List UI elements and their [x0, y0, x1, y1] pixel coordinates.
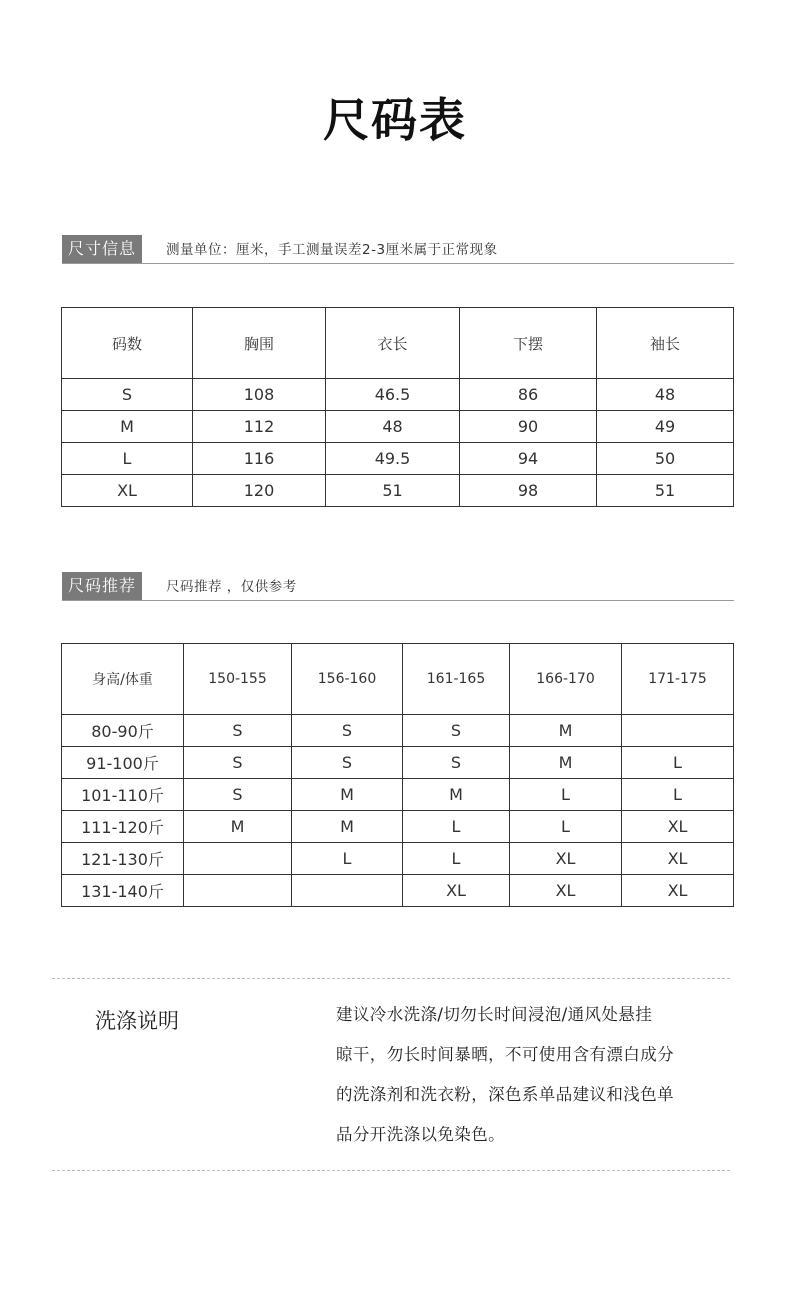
column-header: 156-160	[292, 644, 403, 715]
size-info-table	[61, 307, 734, 507]
table-header-row	[62, 644, 734, 715]
table-cell: S	[292, 747, 403, 779]
column-header: 下摆	[460, 308, 597, 379]
table-cell: XL	[510, 843, 622, 875]
table-cell: S	[184, 715, 292, 747]
table-cell: M	[403, 779, 510, 811]
column-header: 身高/体重	[62, 644, 184, 715]
table-cell: 86	[460, 379, 597, 411]
table-cell: 121-130斤	[62, 843, 184, 875]
washing-line: 建议冷水洗涤/切勿长时间浸泡/通风处悬挂	[336, 1005, 653, 1024]
table-cell: L	[403, 811, 510, 843]
table-cell: M	[510, 715, 622, 747]
table-cell: 120	[193, 475, 326, 507]
table-cell: 101-110斤	[62, 779, 184, 811]
table-cell: L	[62, 443, 193, 475]
table-cell: L	[292, 843, 403, 875]
table-cell: L	[622, 779, 734, 811]
washing-instructions	[336, 995, 726, 1155]
table-cell: 48	[326, 411, 460, 443]
size-info-badge: 尺寸信息	[62, 235, 142, 263]
column-header: 161-165	[403, 644, 510, 715]
table-cell: 80-90斤	[62, 715, 184, 747]
table-cell: 51	[326, 475, 460, 507]
table-cell: L	[510, 811, 622, 843]
table-row	[62, 715, 734, 747]
washing-label: 洗涤说明	[95, 1009, 179, 1033]
table-cell: S	[184, 779, 292, 811]
table-cell: S	[292, 715, 403, 747]
table-cell: 46.5	[326, 379, 460, 411]
table-cell: 131-140斤	[62, 875, 184, 907]
column-header: 胸围	[193, 308, 326, 379]
table-cell: 49	[597, 411, 734, 443]
table-row	[62, 875, 734, 907]
washing-line: 品分开洗涤以免染色。	[336, 1125, 505, 1144]
table-cell	[184, 843, 292, 875]
column-header: 袖长	[597, 308, 734, 379]
table-row	[62, 843, 734, 875]
column-header: 衣长	[326, 308, 460, 379]
table-cell: XL	[510, 875, 622, 907]
table-row	[62, 747, 734, 779]
table-cell: XL	[622, 843, 734, 875]
size-recommend-note: 尺码推荐 ，仅供参考	[166, 579, 297, 595]
table-cell: 111-120斤	[62, 811, 184, 843]
table-cell: 51	[597, 475, 734, 507]
table-cell: 116	[193, 443, 326, 475]
table-header-row	[62, 308, 734, 379]
table-row	[62, 811, 734, 843]
table-cell: 91-100斤	[62, 747, 184, 779]
table-row	[62, 779, 734, 811]
table-cell: S	[62, 379, 193, 411]
table-cell: M	[184, 811, 292, 843]
divider-bottom	[52, 1170, 730, 1171]
table-cell: M	[510, 747, 622, 779]
table-cell: 112	[193, 411, 326, 443]
table-cell: S	[184, 747, 292, 779]
table-cell	[622, 715, 734, 747]
table-cell: S	[403, 715, 510, 747]
table-cell: 90	[460, 411, 597, 443]
table-cell: XL	[62, 475, 193, 507]
table-row	[62, 411, 734, 443]
table-cell: M	[62, 411, 193, 443]
column-header: 171-175	[622, 644, 734, 715]
table-cell: S	[403, 747, 510, 779]
size-info-header	[62, 236, 734, 264]
table-cell: XL	[622, 811, 734, 843]
table-cell	[292, 875, 403, 907]
table-cell: XL	[622, 875, 734, 907]
column-header: 150-155	[184, 644, 292, 715]
table-cell: 48	[597, 379, 734, 411]
size-recommend-table	[61, 643, 734, 907]
table-cell: 98	[460, 475, 597, 507]
table-cell: 94	[460, 443, 597, 475]
table-row	[62, 379, 734, 411]
table-cell: L	[622, 747, 734, 779]
page-title: 尺码表	[323, 93, 467, 147]
table-row	[62, 443, 734, 475]
table-cell: XL	[403, 875, 510, 907]
divider-top	[52, 978, 730, 979]
table-cell: L	[510, 779, 622, 811]
size-recommend-header	[62, 573, 734, 601]
column-header: 166-170	[510, 644, 622, 715]
table-cell: 49.5	[326, 443, 460, 475]
table-cell	[184, 875, 292, 907]
table-cell: M	[292, 811, 403, 843]
table-cell: 50	[597, 443, 734, 475]
size-recommend-badge: 尺码推荐	[62, 572, 142, 600]
table-cell: L	[403, 843, 510, 875]
table-cell: 108	[193, 379, 326, 411]
table-cell: M	[292, 779, 403, 811]
size-info-note: 测量单位：厘米，手工测量误差2-3厘米属于正常现象	[166, 242, 498, 258]
column-header: 码数	[62, 308, 193, 379]
table-row	[62, 475, 734, 507]
washing-line: 的洗涤剂和洗衣粉，深色系单品建议和浅色单	[336, 1085, 674, 1104]
washing-line: 晾干，勿长时间暴晒，不可使用含有漂白成分	[336, 1045, 674, 1064]
